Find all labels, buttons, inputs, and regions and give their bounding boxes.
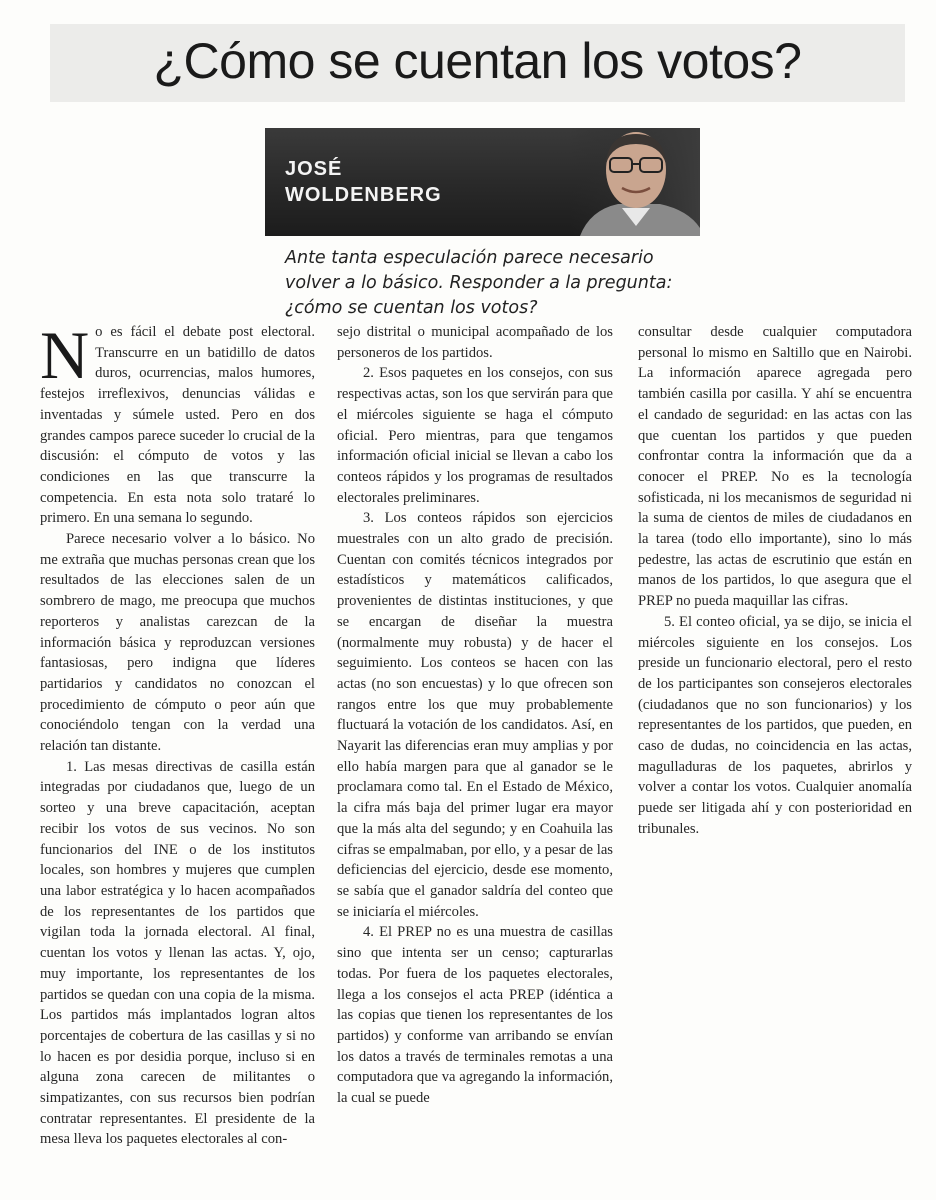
drop-cap: N (40, 317, 90, 393)
paragraph: 1. Las mesas directivas de casilla están integradas por ciudadanos que, luego de un sorteo y una breve capacitación, aceptan recibir los votos de sus vecinos. No son funcionarios del INE o de los institutos locales, son hombres y mujeres que cumplen una labor estratégica y lo hacen acompañados de los representantes de los partidos que vigilan toda la jornada electoral. Al final, cuentan los votos y llenan las actas. Y, ojo, muy importante, los representantes de los partidos se quedan con una copia de la misma. Los partidos más implantados logran altos porcentajes de cobertura de las casillas y si no lo hacen es por desidia porque, incluso si en alguna zona carecen de militantes o simpatizantes, con sus recursos bien podrían contratar representantes. El presidente de la mesa lleva los paquetes electorales al con- (40, 758, 315, 1148)
body-column-1 (40, 317, 315, 1162)
paragraph: 5. El conteo oficial, ya se dijo, se inicia el miércoles siguiente en los consejos. Los preside un funcionario electoral, pero el resto de los participantes son consejeros electorales (ciudadanos que no son funcionarios) y los representantes de los partidos, que pueden, en caso de dudas, no coincidencia en las actas, magulladuras de los paquetes, abrirlos y volver a contar los votos. Cualquier anomalía puede ser litigada ahí y con posterioridad en tribunales. (638, 613, 912, 837)
paragraph: 3. Los conteos rápidos son ejercicios muestrales con un alto grado de precisión. Cuentan con comités técnicos integrados por estadísticos y matemáticos calificados, provenientes de distintas instituciones, y que se encargan de diseñar la muestra (normalmente muy robusta) y de hacer el seguimiento. Los conteos se hacen con las actas (no son encuestas) y lo que ofrecen son rangos entre los que muy probablemente fluctuará la votación de los candidatos. Así, en Nayarit las diferencias eran muy amplias y por ello había margen para que al ganador se le proclamara como tal. En el Estado de México, la cifra más baja del primer lugar era mayor que la más alta del segundo; y en Coahuila las cifras se empalmaban, por ello, y a pesar de las deficiencias del ejercicio, desde ese momento, se sabía que el ganador saldría del conteo que se iniciaría el miércoles. (337, 510, 613, 920)
author-portrait (570, 128, 700, 236)
headline: ¿Cómo se cuentan los votos? (153, 33, 802, 89)
paragraph: Parece necesario volver a lo básico. No me extraña que muchas personas crean que los resultados de las elecciones salen de un sombrero de mago, me preocupa que muchos reporteros y analistas carezcan de la información básica y reproduzcan versiones fantasiosas, pero indigna que líderes partidarios y candidatos no conozcan el procedimiento de cómputo o peor aún que conociéndolo tengan con la verdad una relación tan distante. (40, 531, 315, 755)
article-lede: Ante tanta especulación parece necesario volver a lo básico. Responder a la pregunta: ¿cómo se cuentan los votos? (285, 248, 673, 318)
paragraph: consultar desde cualquier computadora personal lo mismo en Saltillo que en Nairobi. La información aparece agregada pero también casilla por casilla. Y ahí se encuentra el candado de seguridad: en las actas con las que cuentan los partidos y que pueden confrontar contra la información que da a conocer el PREP. No es la tecnología sofisticada, ni los mecanismos de seguridad ni la suma de cientos de miles de ciudadanos en la tarea (todo ello importante), sino lo más pedestre, las actas de escrutinio que están en manos de los partidos, lo que asegura que el PREP no pueda maquillar las cifras. (638, 324, 912, 610)
paragraph: 2. Esos paquetes en los consejos, con sus respectivas actas, son los que servirán para que el miércoles siguiente se haga el cómputo oficial. Pero mientras, para que tengamos información oficial inicial se llevan a cabo los conteos rápidos y los programas de resultados electorales preliminares. (337, 365, 613, 506)
body-column-2 (337, 322, 613, 1162)
body-column-3 (638, 322, 912, 1162)
paragraph: sejo distrital o municipal acompañado de los personeros de los partidos. (337, 324, 613, 361)
paragraph: 4. El PREP no es una muestra de casillas sino que intenta ser un censo; capturarlas todas. Por fuera de los paquetes electorales, llega a los consejos el acta PREP (idéntica a las copias que tienen los representantes de los partidos) y conforme van arribando se envían los datos a través de terminales remotas a una computadora que va agregando la información, la cual se puede (337, 924, 613, 1107)
author-last-name: WOLDENBERG (285, 184, 442, 206)
author-name (285, 156, 442, 208)
author-byline-box (265, 128, 700, 236)
paragraph: No es fácil el debate post electoral. Transcurre en un batidillo de datos duros, ocurrencias, malos humores, festejos irreflexivos, denuncias válidas e inventadas y súmele usted. Pero en dos grandes campos parece suceder lo crucial de la discusión: el cómputo de votos y las condiciones en las que transcurre la competencia. En esta nota solo trataré lo primero. En una semana lo segundo. (40, 317, 315, 527)
author-first-name: JOSÉ (285, 158, 343, 180)
